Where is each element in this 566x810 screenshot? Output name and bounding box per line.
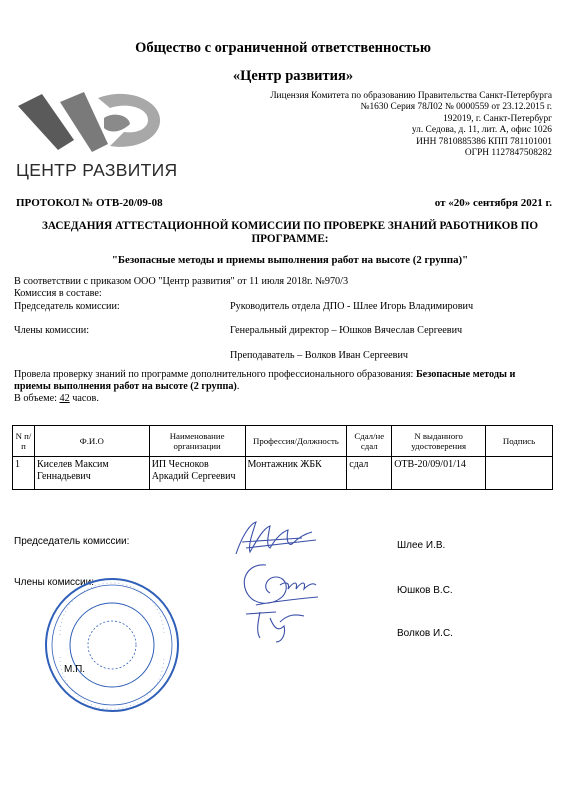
col-header-passed: Сдал/не сдал (347, 426, 392, 457)
col-header-name: Ф.И.О (34, 426, 149, 457)
cell-passed: сдал (347, 457, 392, 490)
results-table (12, 425, 553, 490)
cell-profession: Монтажник ЖБК (245, 457, 347, 490)
license-line: ИНН 7810885386 КПП 781101001 (416, 136, 552, 147)
member1-value: Генеральный директор – Юшков Вячеслав Сергеевич (230, 325, 463, 336)
protocol-number: ПРОТОКОЛ № ОТВ-20/09-08 (16, 197, 163, 209)
check-text-suffix: . (236, 381, 240, 392)
signature-chairman-label: Председатель комиссии: (14, 536, 130, 547)
session-title (40, 220, 540, 246)
volume-hours: 42 (59, 393, 70, 404)
license-line: №1630 Серия 78Л02 № 0000559 от 23.12.2015 г. (360, 102, 552, 113)
license-line: 192019, г. Санкт-Петербург (443, 113, 552, 124)
session-title-line2: ПРОГРАММЕ: (251, 233, 329, 245)
license-line: Лицензия Комитета по образованию Правительства Санкт-Петербурга (270, 91, 552, 101)
cell-organization: ИП Чесноков Аркадий Сергеевич (149, 457, 245, 490)
center-logo-icon (12, 88, 172, 158)
signature-name-member1: Юшков В.С. (397, 585, 453, 596)
commission-composition-label: Комиссия в составе: (14, 288, 102, 299)
cell-number: 1 (13, 457, 35, 490)
members-label: Члены комиссии: (14, 325, 90, 336)
col-header-signature: Подпись (486, 426, 553, 457)
col-header-number: N п/п (13, 426, 35, 457)
check-text (14, 369, 554, 393)
license-line: ул. Седова, д. 11, лит. А, офис 1026 (411, 125, 552, 136)
table-header-row (13, 426, 553, 457)
signature-members-label: Члены комиссии: (14, 577, 95, 588)
check-text-program: Безопасные методы и приемы выполнения работ на высоте (2 группа) (14, 369, 516, 392)
signature-name-member2: Волков И.С. (397, 628, 453, 639)
volume-text (14, 393, 99, 405)
license-line: ОГРН 1127847508282 (464, 148, 552, 159)
col-header-organization: Наименование организации (149, 426, 245, 457)
col-header-profession: Профессия/Должность (245, 426, 347, 457)
company-stamp-icon (42, 575, 182, 715)
table-row (13, 457, 553, 490)
chairman-value: Руководитель отдела ДПО - Шлее Игорь Владимирович (230, 301, 474, 312)
org-name-line1: Общество с ограниченной ответственностью (135, 40, 431, 56)
order-text: В соответствии с приказом ООО "Центр развития" от 11 июля 2018г. №970/3 (14, 276, 349, 287)
chairman-label: Председатель комиссии: (14, 301, 120, 312)
cell-name: Киселев Максим Геннадьевич (34, 457, 149, 490)
cell-signature (486, 457, 553, 490)
session-title-line1: ЗАСЕДАНИЯ АТТЕСТАЦИОННОЙ КОМИССИИ ПО ПРОВЕРКЕ ЗНАНИЙ РАБОТНИКОВ ПО (41, 220, 539, 232)
protocol-date: от «20» сентября 2021 г. (434, 197, 552, 209)
program-title: "Безопасные методы и приемы выполнения работ на высоте (2 группа)" (111, 254, 469, 266)
check-text-prefix: Провела проверку знаний по программе дополнительного профессионального образования: (14, 369, 416, 380)
license-block (270, 91, 552, 159)
volume-prefix: В объеме: (14, 393, 60, 404)
member2-value: Преподаватель – Волков Иван Сергеевич (230, 350, 409, 361)
logo-text: ЦЕНТР РАЗВИТИЯ (16, 160, 178, 180)
signature-name-chairman: Шлее И.В. (397, 540, 446, 551)
org-name-line2: «Центр развития» (232, 68, 354, 84)
handwritten-signature-icon (240, 604, 310, 644)
cell-certificate: ОТВ-20/09/01/14 (392, 457, 486, 490)
volume-suffix: часов. (69, 393, 99, 404)
col-header-certificate: N выданного удостоверения (392, 426, 486, 457)
stamp-placeholder-label: М.П. (64, 664, 86, 675)
